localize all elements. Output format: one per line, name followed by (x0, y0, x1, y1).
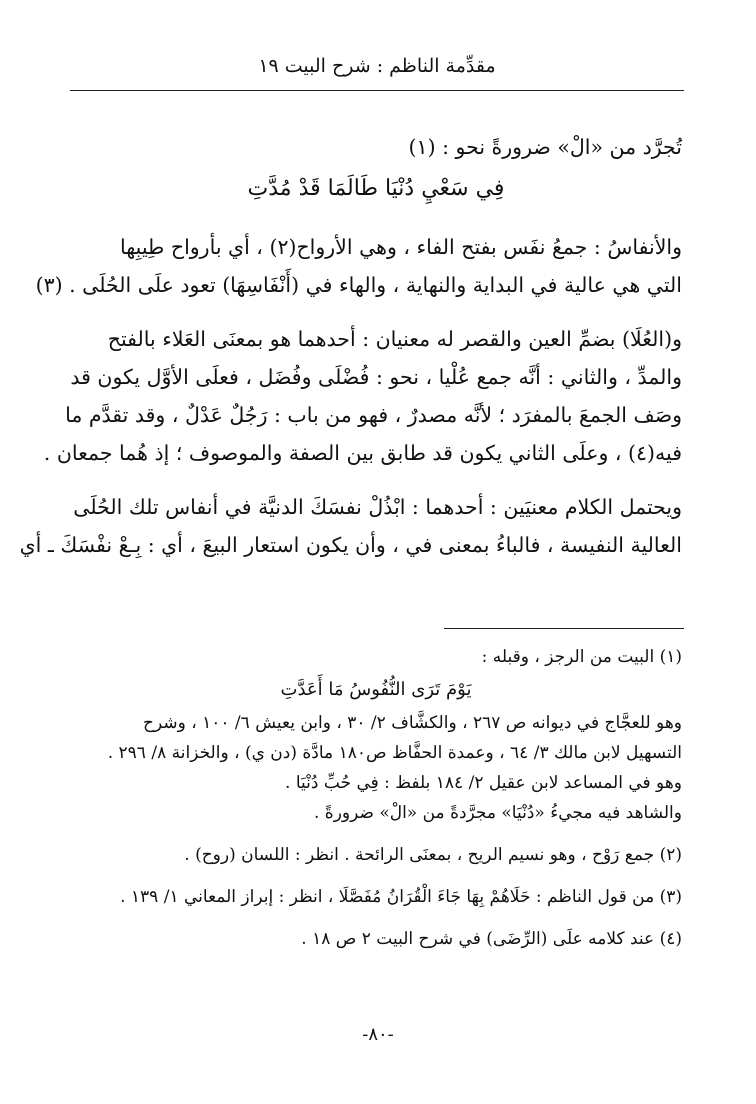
footnote-divider (444, 628, 684, 629)
header-divider (70, 90, 684, 91)
text-line: التي هي عالية في البداية والنهاية ، والهاء في (أَنْفَاسِهَا) تعود علَى الحُلَى . (٣) (35, 273, 682, 297)
footnote-line: (٣) من قول الناظم : حَلَاهُمْ بِهَا جَاءَ الْقُرَانُ مُفَصَّلَا ، انظر : إبراز المعاني ١/ ١٣٩ . (120, 887, 682, 907)
text-line: وصَف الجمعَ بالمفرَد ؛ لأنَّه مصدرٌ ، فهو من باب : رَجُلٌ عَدْلٌ ، وقد تقدَّم ما (65, 403, 682, 427)
footnote-verse: يَوْمَ تَرَى النُّفُوسُ مَا أَعَدَّتِ (280, 679, 472, 700)
text-line: العالية النفيسة ، فالباءُ بمعنى في ، وأن يكون استعار البيعَ ، أي : بِـعْ نفْسَكَ ـ أي (19, 533, 682, 557)
text-line: و(العُلَا) بضمِّ العين والقصر له معنيان : أحدهما هو بمعنَى العَلاء بالفتح (107, 327, 682, 351)
text-line: والمدِّ ، والثاني : أنَّه جمع عُلْيا ، نحو : فُضْلَى وفُضَل ، فعلَى الأوَّل يكون قد (70, 365, 682, 389)
verse-line: فِي سَعْيِ دُنْيَا طَالَمَا قَدْ مُدَّتِ (247, 176, 505, 201)
text-line: ويحتمل الكلام معنيَين : أحدهما : ابْذُلْ نفسَكَ الدنيَّة في أنفاس تلك الحُلَى (73, 495, 682, 519)
page-number: -٨٠- (362, 1024, 394, 1045)
footnote-line: وهو في المساعد لابن عقيل ٢/ ١٨٤ بلفظ : فِي حُبِّ دُنْيَا . (285, 773, 682, 793)
footnote-line: (٢) جمع رَوْح ، وهو نسيم الريح ، بمعنَى الرائحة . انظر : اللسان (روح) . (184, 845, 682, 865)
footnote-line: (١) البيت من الرجز ، وقبله : (481, 647, 682, 667)
footnote-line: التسهيل لابن مالك ٣/ ٦٤ ، وعمدة الحفَّاظ ص١٨٠ مادَّة (دن ي) ، والخزانة ٨/ ٢٩٦ . (107, 743, 682, 763)
footnote-line: وهو للعجَّاج في ديوانه ص ٢٦٧ ، والكشَّاف ٢/ ٣٠ ، وابن يعيش ٦/ ١٠٠ ، وشرح (143, 713, 682, 733)
running-header: مقدِّمة الناظم : شرح البيت ١٩ (258, 55, 496, 77)
footnote-line: والشاهد فيه مجيءُ «دُنْيَا» مجرَّدةً من «الْ» ضرورةً . (313, 803, 682, 823)
text-line: والأنفاسُ : جمعُ نفَس بفتح الفاء ، وهي الأرواح(٢) ، أي بأرواح طِيبِها (119, 235, 682, 259)
text-line: فيه(٤) ، وعلَى الثاني يكون قد طابق بين الصفة والموصوف ؛ إذ هُما جمعان . (43, 441, 682, 465)
text-line: تُجرَّد من «الْ» ضرورةً نحو : (١) (408, 135, 682, 159)
footnotes (70, 642, 682, 954)
main-text (19, 128, 682, 564)
footnote-line: (٤) عند كلامه علَى (الرِّضَى) في شرح البيت ٢ ص ١٨ . (301, 929, 682, 949)
